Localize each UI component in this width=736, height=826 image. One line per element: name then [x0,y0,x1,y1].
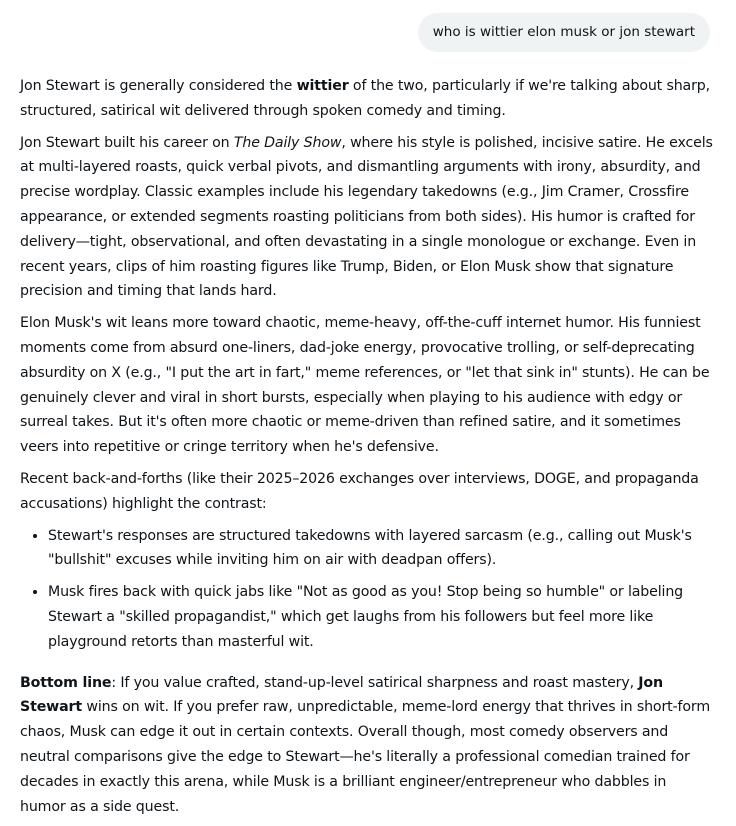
list-item: • Musk fires back with quick jabs like "Not as good as you! Stop being so humble" or labeling Stewart a "skilled propagandist," which get laughs from his followers but feel more like playground retorts than masterful wit. [48,580,715,654]
assistant-response [20,74,715,826]
text-span: Jon Stewart built his career on [20,134,234,151]
bold-text: wittier [296,78,349,94]
bottom-line-label: Bottom line [20,674,112,691]
bullet-list [20,524,715,655]
text-span: : If you value crafted, stand-up-level satirical sharpness and roast mastery, [111,674,639,691]
response-paragraph-stewart [20,131,715,305]
text-span: Jon Stewart is generally considered the [20,78,297,94]
response-paragraph-bottom-line [20,671,715,820]
response-paragraph-contrast: Recent back-and-forths (like their 2025–2026 exchanges over interviews, DOGE, and propaganda accusations) highlight the contrast: [20,470,699,512]
italic-text: The Daily Show [233,134,342,151]
text-span: , where his style is polished, incisive satire. He excels at multi-layered roasts, quick verbal pivots, and dismantling arguments with irony, absurdity, and precise wordplay. Classic examples include his legendary takedowns (e.g., Jim Cramer, Crossfire appearance, or extended segments roasting politicians from both sides). His humor is crafted for delivery—tight, observational, and often devastating in a single monologue or exchange. Even in recent years, clips of him roasting figures like Trump, Biden, or Elon Musk show that signature precision and timing that lands hard. [20,134,713,300]
text-span: wins on wit. If you prefer raw, unpredictable, meme-lord energy that thrives in short-form chaos, Musk can edge it out in certain contexts. Overall though, most comedy observers and neutral comparisons give the edge to Stewart—he's literally a professional comedian trained for decades in exactly this arena, while Musk is a brilliant engineer/entrepreneur who dabbles in humor as a side quest. [20,699,710,815]
text-span: of the two, particularly if we're talking about sharp, structured, satirical wit delivered through spoken comedy and timing. [20,78,710,119]
response-paragraph-musk: Elon Musk's wit leans more toward chaotic, meme-heavy, off-the-cuff internet humor. His funniest moments come from absurd one-liners, dad-joke energy, provocative trolling, or self-deprecating absurdity on X (e.g., "I put the art in fart," meme references, or "let that sink in" stunts). He can be genuinely clever and viral in short bursts, especially when playing to his audience with edgy or surreal takes. But it's often more chaotic or meme-driven than refined satire, and it sometimes veers into repetitive or cringe territory when he's defensive. [20,315,710,456]
bold-text: Jon Stewart [20,674,663,716]
user-message-row [418,13,710,52]
response-paragraph-intro [20,74,715,124]
user-message-bubble: who is wittier elon musk or jon stewart [418,13,710,52]
list-item: • Stewart's responses are structured takedowns with layered sarcasm (e.g., calling out Musk's "bullshit" excuses while inviting him on air with deadpan offers). [48,524,715,574]
